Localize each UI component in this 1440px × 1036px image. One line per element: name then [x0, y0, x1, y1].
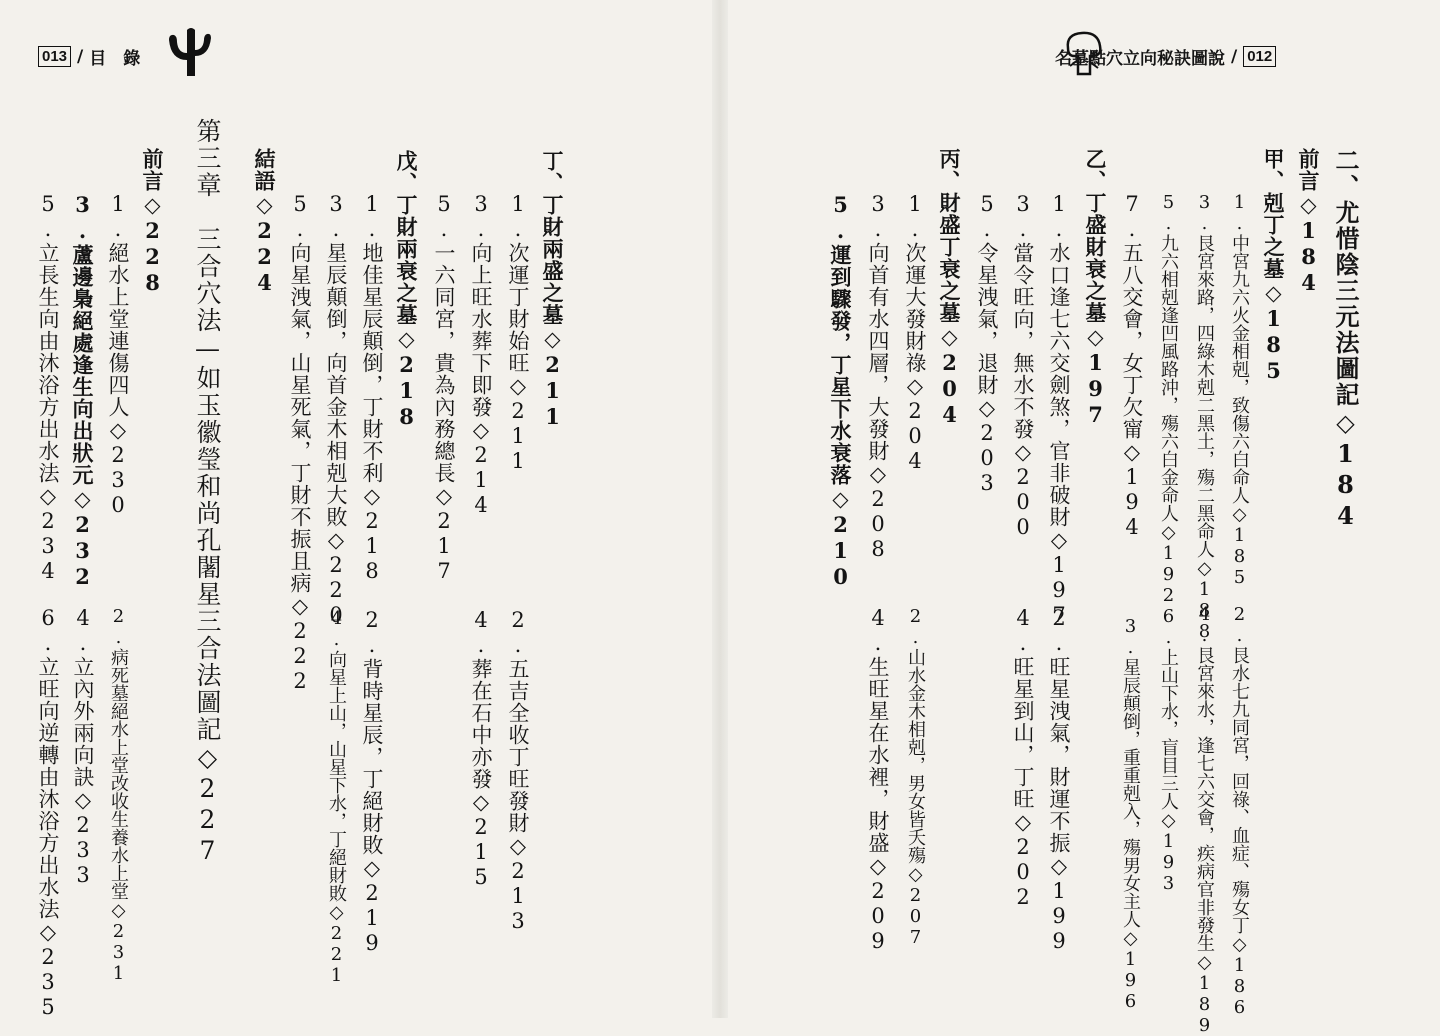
left-header-section: 目 錄 [89, 49, 141, 69]
toc-entry: 1.地佳星辰顛倒，丁財不利◇218 [360, 192, 384, 584]
left-page-number: 013 [38, 46, 71, 67]
toc-preface: 前言◇184 [1296, 148, 1321, 296]
toc-entry: 2.艮水七九同宮，回祿、血症、殤女丁◇186 [1229, 604, 1250, 1018]
toc-entry: 4.立內外兩向訣◇233 [71, 606, 95, 888]
toc-preface: 前言◇228 [140, 148, 165, 296]
toc-entry: 5.令星洩氣，退財◇203 [975, 192, 999, 496]
toc-entry: 3.當令旺向，無水不發◇200 [1011, 192, 1035, 540]
toc-entry: 3.向首有水四層，大發財◇208 [866, 192, 890, 562]
toc-entry: 3.星辰顛倒，向首金木相剋大敗◇220 [324, 192, 348, 628]
section-two-title: 二、尤惜陰三元法圖記◇184 [1331, 148, 1360, 532]
toc-entry: 3.星辰顛倒，重重剋入，殤男女主人◇196 [1120, 616, 1141, 1012]
toc-entry: 6.立旺向逆轉由沐浴方出水法◇235 [36, 606, 60, 1020]
toc-entry: 5.向星洩氣，山星死氣，丁財不振且病◇222 [288, 192, 312, 694]
toc-entry: 3.蘆邊梟絕處逢生向出狀元◇232 [70, 192, 95, 590]
toc-entry: 5.運到驟發，丁星下水衰落◇210 [828, 192, 853, 590]
toc-section-bing: 丙、財盛丁衰之墓◇204 [937, 148, 962, 428]
toc-entry: 5.立長生向由沐浴方出水法◇234 [36, 192, 60, 584]
left-header-separator: / [77, 46, 84, 67]
toc-entry: 3.艮宮來路，四綠木剋二黑土，殤二黑命人◇188 [1194, 192, 1215, 642]
toc-entry: 7.五八交會，女丁欠甯◇194 [1120, 192, 1144, 540]
toc-entry: 6.上山下水，盲目三人◇193 [1158, 606, 1179, 894]
book-title: 名墓點穴立向秘訣圖說 [1055, 49, 1225, 69]
toc-entry: 4.艮宮來水，逢七六交會，疾病官非發生◇189 [1194, 604, 1215, 1036]
toc-entry: 1.絕水上堂連傷四人◇230 [106, 192, 130, 518]
toc-entry: 2.病死墓絕水上堂改收生養水上堂◇231 [108, 606, 129, 984]
toc-entry: 3.向上旺水葬下即發◇214 [469, 192, 493, 518]
toc-section-yi: 乙、丁盛財衰之墓◇197 [1083, 148, 1108, 428]
toc-section-jia: 甲、剋丁之墓◇185 [1261, 148, 1286, 384]
toc-section-wu: 戊、丁財兩衰之墓◇218 [394, 150, 419, 430]
toc-entry: 2.背時星辰，丁絕財敗◇219 [360, 608, 384, 956]
toc-conclusion: 結語◇224 [252, 148, 277, 296]
toc-entry: 1.次運大發財祿◇204 [903, 192, 927, 474]
toc-entry: 4.生旺星在水裡，財盛◇209 [866, 606, 890, 954]
toc-entry: 1.次運丁財始旺◇211 [506, 192, 530, 474]
toc-entry: 2.山水金木相剋，男女皆夭殤◇207 [905, 606, 926, 948]
left-page-header [38, 44, 140, 69]
toc-entry: 4.向星上山，山星下水，丁絕財敗◇221 [326, 608, 347, 986]
toc-entry: 4.旺星到山，丁旺◇202 [1011, 606, 1035, 910]
toc-entry: 5.九六相剋逢凹風路沖，殤六白金命人◇192 [1158, 192, 1179, 606]
chapter-three-title: 第三章 三合穴法—如玉徽瑩和尚孔闍星三合法圖記◇227 [193, 118, 222, 867]
right-page-header [1055, 44, 1276, 69]
left-page [0, 0, 720, 1018]
toc-entry: 1.水口逢七六交劍煞，官非破財◇197 [1047, 192, 1071, 628]
toc-entry: 4.葬在石中亦發◇215 [469, 608, 493, 890]
toc-section-ding: 丁、丁財兩盛之墓◇211 [540, 150, 565, 430]
toc-entry: 5.一六同宮，貴為內務總長◇217 [432, 192, 456, 584]
toc-entry: 2.五吉全收丁旺發財◇213 [506, 608, 530, 934]
toc-entry: 2.旺星洩氣，財運不振◇199 [1047, 606, 1071, 954]
cactus-logo-icon [163, 26, 219, 82]
right-header-separator: / [1231, 46, 1238, 67]
right-page-number: 012 [1243, 46, 1276, 67]
toc-entry: 1.中宮九六火金相剋，致傷六白命人◇185 [1229, 192, 1250, 588]
